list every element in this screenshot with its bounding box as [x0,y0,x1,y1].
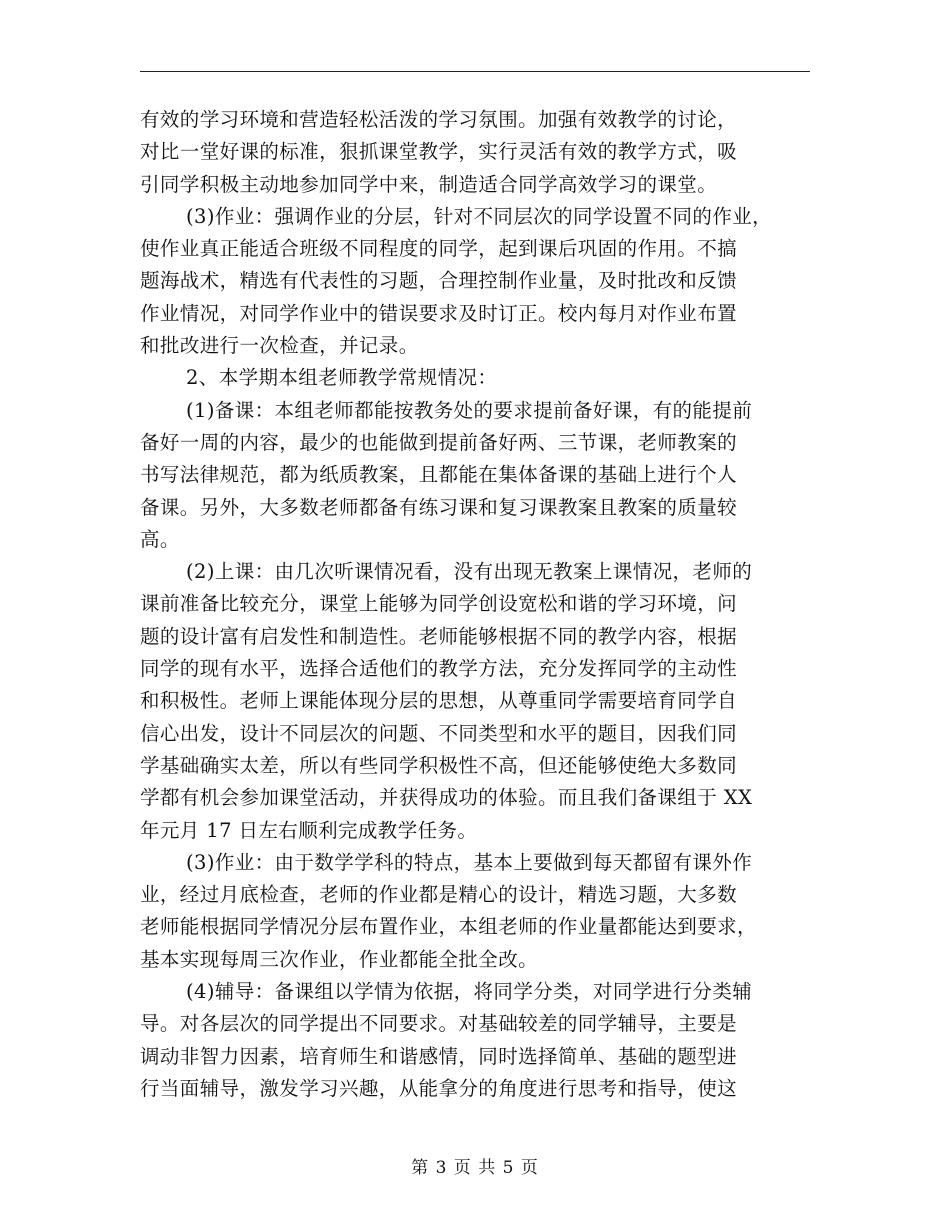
page-footer: 第 3 页 共 5 页 [411,1158,539,1178]
text-line: 书写法律规范，都为纸质教案，且都能在集体备课的基础上进行个人 [140,463,738,487]
text-line: 题海战术，精选有代表性的习题，合理控制作业量，及时批改和反馈 [140,269,738,293]
text-line: 2、本学期本组老师教学常规情况： [186,366,498,390]
text-line: 同学的现有水平，选择合适他们的教学方法，充分发挥同学的主动性 [140,657,738,681]
text-line: 使作业真正能适合班级不同程度的同学，起到课后巩固的作用。不搞 [140,237,738,261]
text-line: 学都有机会参加课堂活动，并获得成功的体验。而且我们备课组于 XX [140,786,753,810]
text-line: 课前准备比较充分，课堂上能够为同学创设宽松和谐的学习环境，问 [140,592,738,616]
text-line: 信心出发，设计不同层次的问题、不同类型和水平的题目，因我们同 [140,721,738,745]
text-line: (3)作业：由于数学学科的特点，基本上要做到每天都留有课外作 [186,850,753,874]
text-line: 业，经过月底检查，老师的作业都是精心的设计，精选习题，大多数 [140,883,738,907]
text-line: 有效的学习环境和营造轻松活泼的学习氛围。加强有效教学的讨论， [140,108,738,131]
text-line: 题的设计富有启发性和制造性。老师能够根据不同的教学内容，根据 [140,624,738,648]
header-rule [140,71,810,72]
text-line: 调动非智力因素，培育师生和谐感情，同时选择简单、基础的题型进 [140,1044,738,1068]
text-line: 老师能根据同学情况分层布置作业，本组老师的作业量都能达到要求， [140,915,757,939]
text-line: 行当面辅导，激发学习兴趣，从能拿分的角度进行思考和指导，使这 [140,1076,738,1100]
text-line: 对比一堂好课的标准，狠抓课堂教学，实行灵活有效的教学方式，吸 [140,140,738,164]
text-line: 年元月 17 日左右顺利完成教学任务。 [140,818,478,842]
text-line: 基本实现每周三次作业，作业都能全批全改。 [140,947,539,971]
text-line: 引同学积极主动地参加同学中来，制造适合同学高效学习的课堂。 [140,172,718,196]
document-body [140,104,812,1105]
text-line: (2)上课：由几次听课情况看，没有出现无教案上课情况，老师的 [186,560,753,584]
text-line: (4)辅导：备课组以学情为依据，将同学分类，对同学进行分类辅 [186,980,753,1004]
text-line: 学基础确实太差，所以有些同学积极性不高，但还能够使绝大多数同 [140,753,738,777]
text-line: (3)作业：强调作业的分层，针对不同层次的同学设置不同的作业， [186,204,773,228]
text-line: 备好一周的内容，最少的也能做到提前备好两、三节课，老师教案的 [140,430,738,454]
text-line: (1)备课：本组老师都能按教务处的要求提前备好课，有的能提前 [186,398,753,422]
text-line: 高。 [140,527,180,551]
text-line: 和积极性。老师上课能体现分层的思想，从尊重同学需要培育同学自 [140,689,738,713]
text-line: 作业情况，对同学作业中的错误要求及时订正。校内每月对作业布置 [140,301,738,325]
text-line: 导。对各层次的同学提出不同要求。对基础较差的同学辅导，主要是 [140,1012,738,1036]
text-line: 和批改进行一次检查，并记录。 [140,334,419,358]
text-line: 备课。另外，大多数老师都备有练习课和复习课教案且教案的质量较 [140,495,738,519]
